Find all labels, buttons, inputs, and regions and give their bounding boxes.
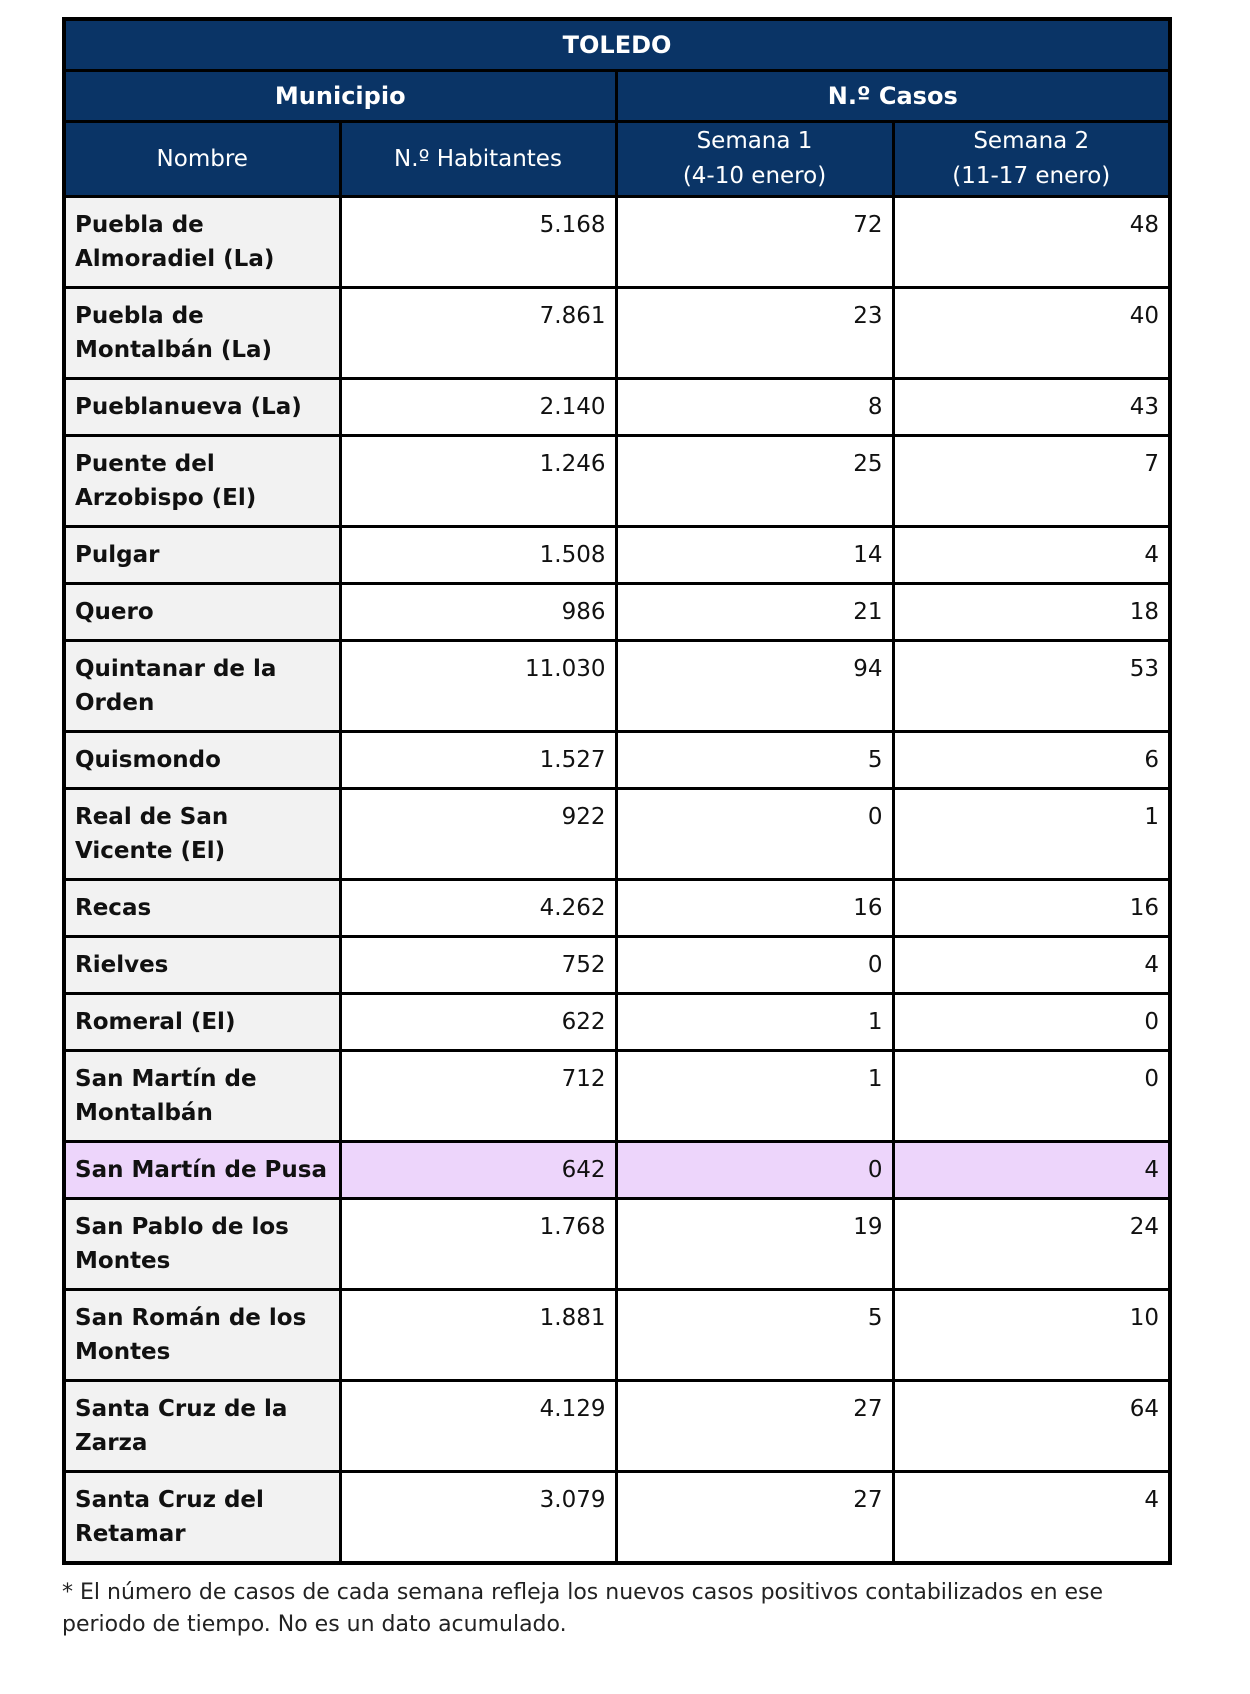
- habitantes-cell: 2.140: [340, 379, 616, 436]
- nombre-cell: Quero: [64, 584, 340, 641]
- table-row: [64, 789, 1170, 880]
- habitantes-cell: 11.030: [340, 641, 616, 732]
- semana1-cell: 27: [616, 1472, 893, 1564]
- nombre-cell: Santa Cruz del Retamar: [64, 1472, 340, 1564]
- habitantes-cell: 712: [340, 1051, 616, 1142]
- semana1-cell: 8: [616, 379, 893, 436]
- semana1-cell: 72: [616, 197, 893, 288]
- semana1-cell: 21: [616, 584, 893, 641]
- semana2-cell: 16: [893, 880, 1170, 937]
- semana2-cell: 64: [893, 1381, 1170, 1472]
- semana2-cell: 43: [893, 379, 1170, 436]
- habitantes-cell: 1.508: [340, 527, 616, 584]
- habitantes-cell: 1.246: [340, 436, 616, 527]
- semana2-cell: 6: [893, 732, 1170, 789]
- habitantes-cell: 642: [340, 1142, 616, 1199]
- semana1-header-dates: (4-10 enero): [682, 163, 827, 189]
- semana1-cell: 0: [616, 789, 893, 880]
- table-row: [64, 288, 1170, 379]
- table-row-highlighted: [64, 1142, 1170, 1199]
- semana2-header-label: Semana 2: [973, 128, 1090, 154]
- semana1-cell: 5: [616, 1290, 893, 1381]
- semana1-cell: 1: [616, 994, 893, 1051]
- semana1-cell: 1: [616, 1051, 893, 1142]
- semana2-cell: 0: [893, 994, 1170, 1051]
- semana1-cell: 19: [616, 1199, 893, 1290]
- habitantes-cell: 752: [340, 937, 616, 994]
- nombre-cell: Romeral (El): [64, 994, 340, 1051]
- nombre-cell: Real de San Vicente (El): [64, 789, 340, 880]
- table-row: [64, 584, 1170, 641]
- table-row: [64, 1290, 1170, 1381]
- nombre-cell: San Pablo de los Montes: [64, 1199, 340, 1290]
- table-row: [64, 1051, 1170, 1142]
- table-body: [64, 197, 1170, 1564]
- semana2-cell: 53: [893, 641, 1170, 732]
- footnote: * El número de casos de cada semana refleja los nuevos casos positivos contabilizados en ese periodo de tiempo. No es un dato acumulado.: [62, 1580, 1104, 1637]
- semana2-cell: 40: [893, 288, 1170, 379]
- semana1-cell: 25: [616, 436, 893, 527]
- nombre-cell: San Román de los Montes: [64, 1290, 340, 1381]
- habitantes-cell: 1.527: [340, 732, 616, 789]
- table-row: [64, 527, 1170, 584]
- habitantes-cell: 4.262: [340, 880, 616, 937]
- semana2-cell: 4: [893, 937, 1170, 994]
- semana2-cell: 18: [893, 584, 1170, 641]
- table-row: [64, 1472, 1170, 1564]
- table-title: TOLEDO: [64, 19, 1170, 71]
- semana1-cell: 0: [616, 937, 893, 994]
- semana2-cell: 1: [893, 789, 1170, 880]
- habitantes-column-header: N.º Habitantes: [340, 122, 616, 197]
- nombre-cell: Puebla de Montalbán (La): [64, 288, 340, 379]
- table-row: [64, 379, 1170, 436]
- habitantes-cell: 4.129: [340, 1381, 616, 1472]
- table-row: [64, 880, 1170, 937]
- habitantes-cell: 5.168: [340, 197, 616, 288]
- table-row: [64, 937, 1170, 994]
- nombre-cell: San Martín de Pusa: [64, 1142, 340, 1199]
- table-row: [64, 197, 1170, 288]
- nombre-cell: Santa Cruz de la Zarza: [64, 1381, 340, 1472]
- semana2-cell: 4: [893, 1472, 1170, 1564]
- habitantes-cell: 1.881: [340, 1290, 616, 1381]
- semana2-header-dates: (11-17 enero): [952, 163, 1111, 189]
- semana1-cell: 23: [616, 288, 893, 379]
- semana1-cell: 16: [616, 880, 893, 937]
- nombre-cell: Pulgar: [64, 527, 340, 584]
- nombre-cell: Quintanar de la Orden: [64, 641, 340, 732]
- table-row: [64, 994, 1170, 1051]
- table-row: [64, 1199, 1170, 1290]
- semana1-cell: 5: [616, 732, 893, 789]
- semana2-cell: 4: [893, 1142, 1170, 1199]
- group-header-row: [64, 71, 1170, 122]
- habitantes-cell: 7.861: [340, 288, 616, 379]
- nombre-cell: Rielves: [64, 937, 340, 994]
- semana2-cell: 7: [893, 436, 1170, 527]
- column-header-row: [64, 122, 1170, 197]
- habitantes-cell: 3.079: [340, 1472, 616, 1564]
- nombre-cell: Puente del Arzobispo (El): [64, 436, 340, 527]
- habitantes-cell: 1.768: [340, 1199, 616, 1290]
- nombre-cell: Pueblanueva (La): [64, 379, 340, 436]
- semana2-cell: 24: [893, 1199, 1170, 1290]
- nombre-column-header: Nombre: [64, 122, 340, 197]
- table-row: [64, 732, 1170, 789]
- habitantes-cell: 986: [340, 584, 616, 641]
- semana1-header-label: Semana 1: [696, 128, 813, 154]
- nombre-cell: San Martín de Montalbán: [64, 1051, 340, 1142]
- semana2-cell: 4: [893, 527, 1170, 584]
- cases-table-container: [62, 17, 1168, 1565]
- table-row: [64, 641, 1170, 732]
- nombre-cell: Quismondo: [64, 732, 340, 789]
- semana2-cell: 0: [893, 1051, 1170, 1142]
- table-row: [64, 1381, 1170, 1472]
- municipio-group-header: Municipio: [64, 71, 616, 122]
- semana1-column-header: [616, 122, 893, 197]
- cases-table: [62, 17, 1172, 1565]
- casos-group-header: N.º Casos: [616, 71, 1170, 122]
- semana2-cell: 10: [893, 1290, 1170, 1381]
- semana1-cell: 27: [616, 1381, 893, 1472]
- habitantes-cell: 622: [340, 994, 616, 1051]
- habitantes-cell: 922: [340, 789, 616, 880]
- semana2-cell: 48: [893, 197, 1170, 288]
- semana2-column-header: [893, 122, 1170, 197]
- semana1-cell: 0: [616, 1142, 893, 1199]
- nombre-cell: Recas: [64, 880, 340, 937]
- title-row: [64, 19, 1170, 71]
- table-row: [64, 436, 1170, 527]
- semana1-cell: 94: [616, 641, 893, 732]
- nombre-cell: Puebla de Almoradiel (La): [64, 197, 340, 288]
- semana1-cell: 14: [616, 527, 893, 584]
